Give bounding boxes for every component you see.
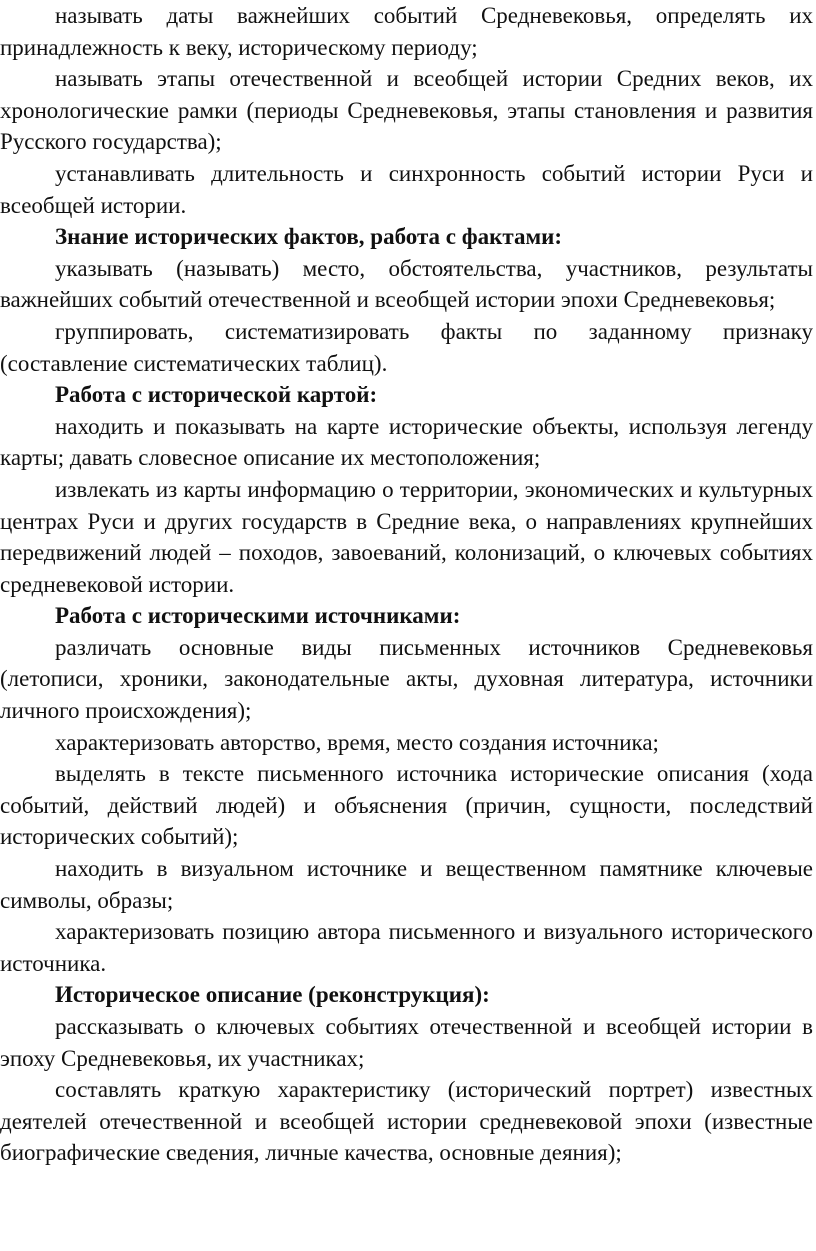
paragraph: устанавливать длительность и синхронность событий истории Руси и всеобщей истории.: [0, 160, 813, 218]
paragraph: называть этапы отечественной и всеобщей истории Средних веков, их хронологические рамки (периоды Средневековья, этапы становления и развития Русского государства);: [0, 66, 813, 155]
paragraph: характеризовать авторство, время, место создания источника;: [55, 729, 659, 755]
paragraph: находить и показывать на карте исторические объекты, используя легенду карты; давать словесное описание их местоположения;: [0, 413, 813, 471]
section-heading: Работа с историческими источниками:: [55, 603, 461, 629]
section-heading: Знание исторических фактов, работа с фактами:: [55, 224, 563, 250]
paragraph: рассказывать о ключевых событиях отечественной и всеобщей истории в эпоху Средневековья, их участниках;: [0, 1014, 813, 1071]
paragraph: выделять в тексте письменного источника исторические описания (хода событий, действий людей) и объяснения (причин, сущности, последствий исторических событий);: [0, 761, 813, 850]
paragraph: группировать, систематизировать факты по заданному признаку (составление систематических таблиц).: [0, 318, 813, 376]
section-heading: Работа с исторической картой:: [55, 382, 378, 408]
paragraph: различать основные виды письменных источников Средневековья (летописи, хроники, законодательные акты, духовная литература, источники личного происхождения);: [0, 634, 813, 724]
paragraph: называть даты важнейших событий Средневековья, определять их принадлежность к веку, историческому периоду;: [0, 3, 813, 60]
paragraph: извлекать из карты информацию о территории, экономических и культурных центрах Руси и других государств в Средние века, о направлениях крупнейших передвижений людей – походов, завоеваний, колонизаций, о ключевых событиях средневековой истории.: [0, 476, 813, 597]
section-heading: Историческое описание (реконструкция):: [55, 982, 490, 1008]
paragraph: находить в визуальном источнике и вещественном памятнике ключевые символы, образы;: [0, 856, 813, 913]
paragraph: характеризовать позицию автора письменного и визуального исторического источника.: [0, 919, 813, 976]
paragraph: составлять краткую характеристику (исторический портрет) известных деятелей отечественной и всеобщей истории средневековой эпохи (известные биографические сведения, личные качества, основные деяния);: [0, 1077, 813, 1166]
paragraph: указывать (называть) место, обстоятельства, участников, результаты важнейших событий отечественной и всеобщей истории эпохи Средневековья;: [0, 255, 813, 313]
